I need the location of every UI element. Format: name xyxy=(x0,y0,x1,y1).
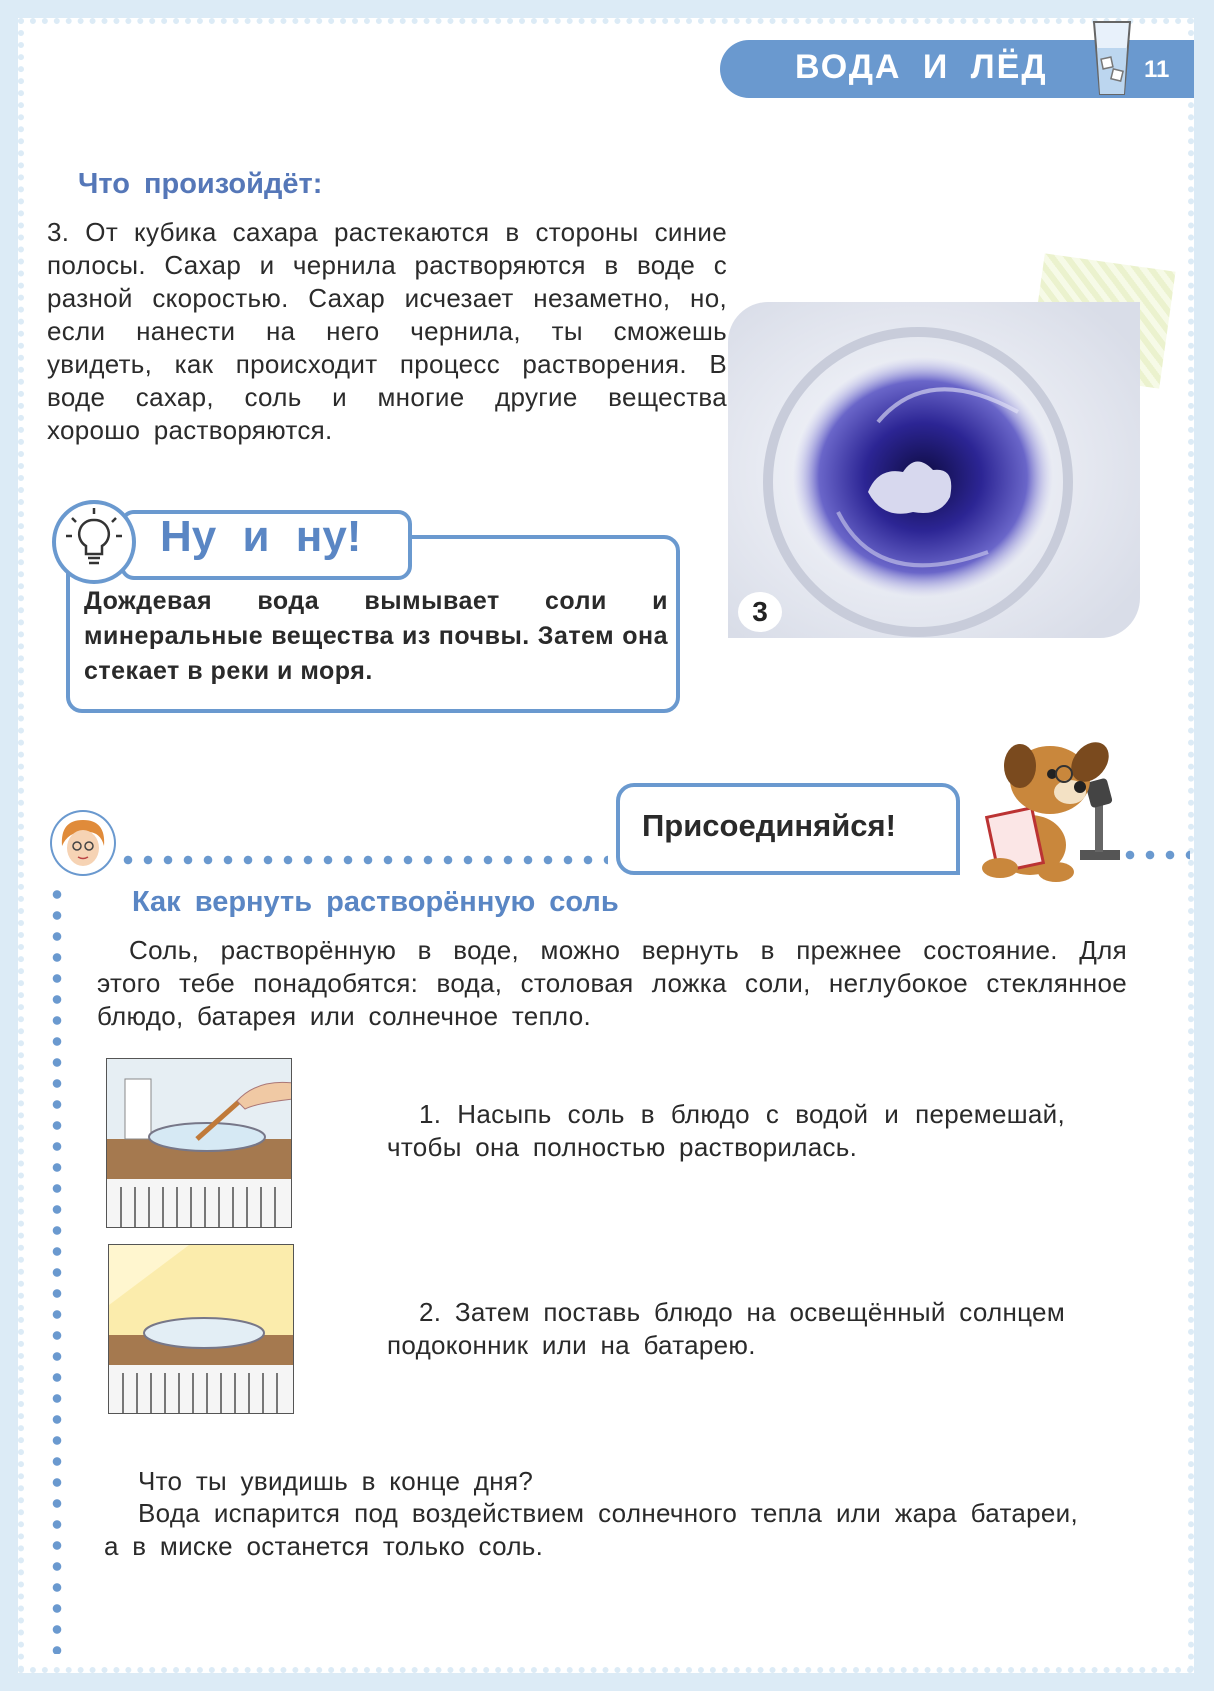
what-happens-text: 3. От кубика сахара растекаются в стороны синие полосы. Сахар и чернила растворяются в воде с разной скоростью. Сахар исчезает незаметно, но, если нанести на него чернила, ты сможешь увидеть, как происходит процесс растворения. В воде сахар, соль и многие другие вещества хорошо растворяются. xyxy=(47,217,727,445)
step2-illustration xyxy=(108,1244,294,1414)
fact-title: Ну и ну! xyxy=(160,512,362,561)
dog-scientist-illustration xyxy=(940,740,1140,890)
dissolving-sugar-photo xyxy=(728,302,1140,638)
page-number: 11 xyxy=(1144,56,1170,83)
step1-text: 1. Насыпь соль в блюдо с водой и перемешай, чтобы она полностью растворилась. xyxy=(387,1099,1065,1162)
what-happens-heading: Что произойдёт: xyxy=(78,168,323,200)
lightbulb-icon xyxy=(50,498,138,586)
water-glass-icon xyxy=(1088,18,1136,98)
step1-illustration xyxy=(106,1058,292,1228)
section-title: ВОДА И ЛЁД xyxy=(795,48,1048,86)
result-answer: Вода испарится под воздействием солнечного тепла или жара батареи, а в миске останется только соль. xyxy=(104,1498,1078,1561)
join-title: Присоединяйся! xyxy=(642,808,896,843)
experiment-heading: Как вернуть растворённую соль xyxy=(132,886,619,918)
dotted-line-left xyxy=(118,855,608,865)
step2-text: 2. Затем поставь блюдо на освещённый солнцем подоконник или на батарею. xyxy=(387,1297,1065,1360)
experiment-intro: Соль, растворённую в воде, можно вернуть в прежнее состояние. Для этого тебе понадобятся: вода, столовая ложка соли, неглубокое стеклянное блюдо, батарея или солнечное тепло. xyxy=(97,935,1127,1031)
fact-text: Дождевая вода вымывает соли и минеральные вещества из почвы. Затем она стекает в реки и моря. xyxy=(84,587,668,685)
teacher-avatar xyxy=(50,810,116,876)
dotted-line-vertical xyxy=(52,884,62,1654)
result-question: Что ты увидишь в конце дня? xyxy=(138,1466,534,1496)
photo-number-label: 3 xyxy=(738,592,782,632)
